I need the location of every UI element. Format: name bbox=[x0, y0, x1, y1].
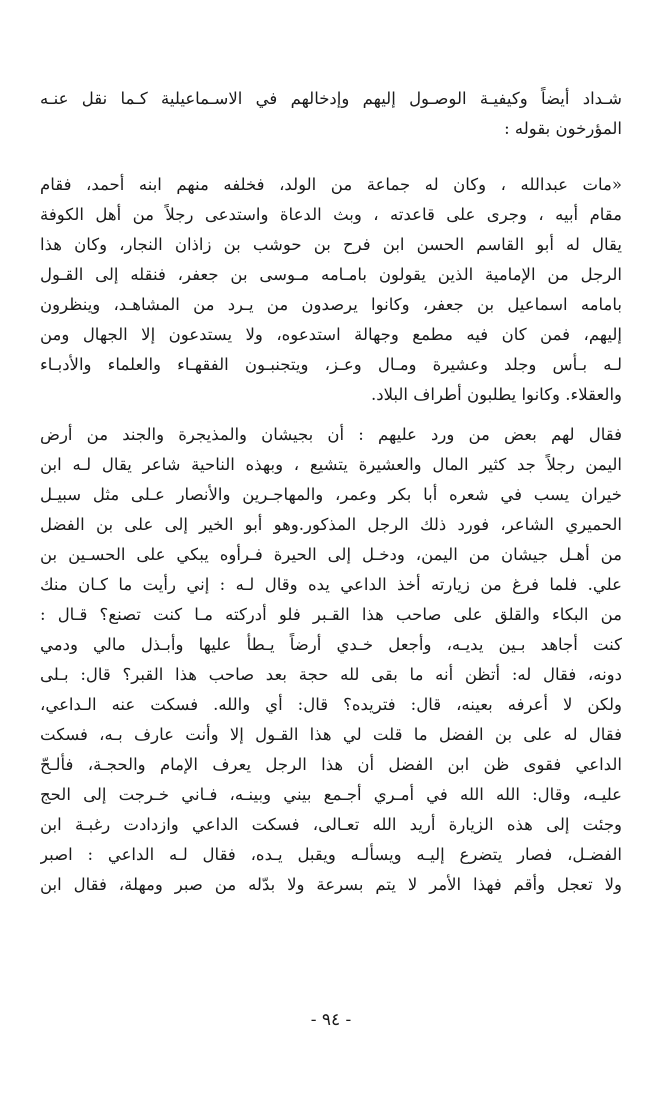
text-line: إليهم، فمن كان فيه مطمع وجهالة استدعوه، ولا يستدعون إلا الجهال ومن bbox=[40, 325, 622, 344]
text-line: خيران يسب في شعره أبا بكر وعمر، والمهاجـرين والأنصار عـلى مثل سبيـل bbox=[40, 485, 622, 504]
text-line: علي. فلما فرغ من زيارته أخذ الداعي يده وقال لـه : إني رأيت ما كـان منك bbox=[40, 575, 622, 594]
text-line: كنت أجاهد بـين يديـه، وأجعل خـدي أرضاً يـطأ عليها وأبـذل مالي ودمي bbox=[40, 635, 622, 654]
text-line: والعقلاء. وكانوا يطلبون أطراف البلاد. bbox=[370, 385, 622, 404]
text-line: المؤرخون بقوله : bbox=[504, 119, 622, 138]
text-line: الداعي فقوى ظن ابن الفضل أن هذا الرجل يعرف الإمام والحجـة، فألـحّ bbox=[40, 755, 622, 774]
text-line: اليمن رجلاً جد كثير المال والعشيرة يتشيع ، وبهذه الناحية شاعر يقال لـه ابن bbox=[40, 455, 622, 474]
paragraph-quote bbox=[40, 170, 622, 410]
text-line: ولكن لا أعرفه بعينه، قال: فتريده؟ قال: أي والله. فسكت عنه الـداعي، bbox=[40, 695, 622, 714]
text-line: دونه، فقال له: أتظن أنه ما بقى لله حجة بعد صاحب هذا القبر؟ قال: بـلى bbox=[40, 665, 622, 684]
text-line: الحميري الشاعر، فورد ذلك الرجل المذكور.وهو أبو الخير إلى على بن الفضل bbox=[40, 515, 622, 534]
text-line: الفضـل، فصار يتضرع إليـه ويسألـه ويقبل يـده، فقال لـه الداعي : اصبر bbox=[40, 845, 622, 864]
text-line: لـه بـأس وجلد وعشيرة ومـال وعـز، ويتجنبـون الفقهـاء والعلماء والأدبـاء bbox=[40, 355, 622, 374]
text-line: «مات عبدالله ، وكان له جماعة من الولد، فخلفه منهم ابنه أحمد، فقام bbox=[40, 175, 622, 194]
text-line: الرجل من الإمامية الذين يقولون بامـامه مـوسى بن جعفر، فنقله إلى القـول bbox=[40, 265, 622, 284]
text-line: فقال له على بن الفضل ما قلت لي هذا القـول إلا وأنت عارف بـه، فسكت bbox=[40, 725, 622, 744]
text-line: عليـه، وقال: الله الله في أمـري أجـمع بيني وبينـه، فـاني خـرجت إلى الحج bbox=[40, 785, 622, 804]
page-number: - ٩٤ - bbox=[310, 1010, 352, 1030]
text-line: من البكاء والقلق على صاحب هذا القـبر فلو أدركته مـا كنت تصنع؟ قـال : bbox=[40, 605, 622, 624]
text-line: مقام أبيه ، وجرى على قاعدته ، وبث الدعاة واستدعى رجلاً من أهل الكوفة bbox=[40, 205, 622, 224]
paragraph-narrative bbox=[40, 420, 622, 900]
text-line: وجئت إلى هذه الزيارة أريد الله تعـالى، فسكت الداعي وازدادت رغبـة ابن bbox=[40, 815, 622, 834]
text-line: من أهـل جيشان من اليمن، ودخـل إلى الحيرة فـرأوه يبكي على الحسـين بن bbox=[40, 545, 622, 564]
paragraph-intro bbox=[40, 84, 622, 144]
text-line: شـداد أيضاً وكيفيـة الوصـول إليهم وإدخالهم في الاسـماعيلية كـما نقل عنـه bbox=[40, 89, 622, 108]
text-line: بامامه اسماعيل بن جعفر، وكانوا يرصدون من يـرد من المشاهـد، وينظرون bbox=[40, 295, 622, 314]
text-line: فقال لهم بعض من ورد عليهم : أن بجيشان والمذيجرة والجند من أرض bbox=[40, 425, 622, 444]
document-page bbox=[40, 84, 622, 900]
text-line: ولا تعجل وأقم فهذا الأمر لا يتم بسرعة ولا بدّله من صبر ومهلة، فقال ابن bbox=[40, 875, 622, 894]
text-line: يقال له أبو القاسم الحسن ابن فرح بن حوشب بن زاذان النجار، وكان هذا bbox=[40, 235, 622, 254]
